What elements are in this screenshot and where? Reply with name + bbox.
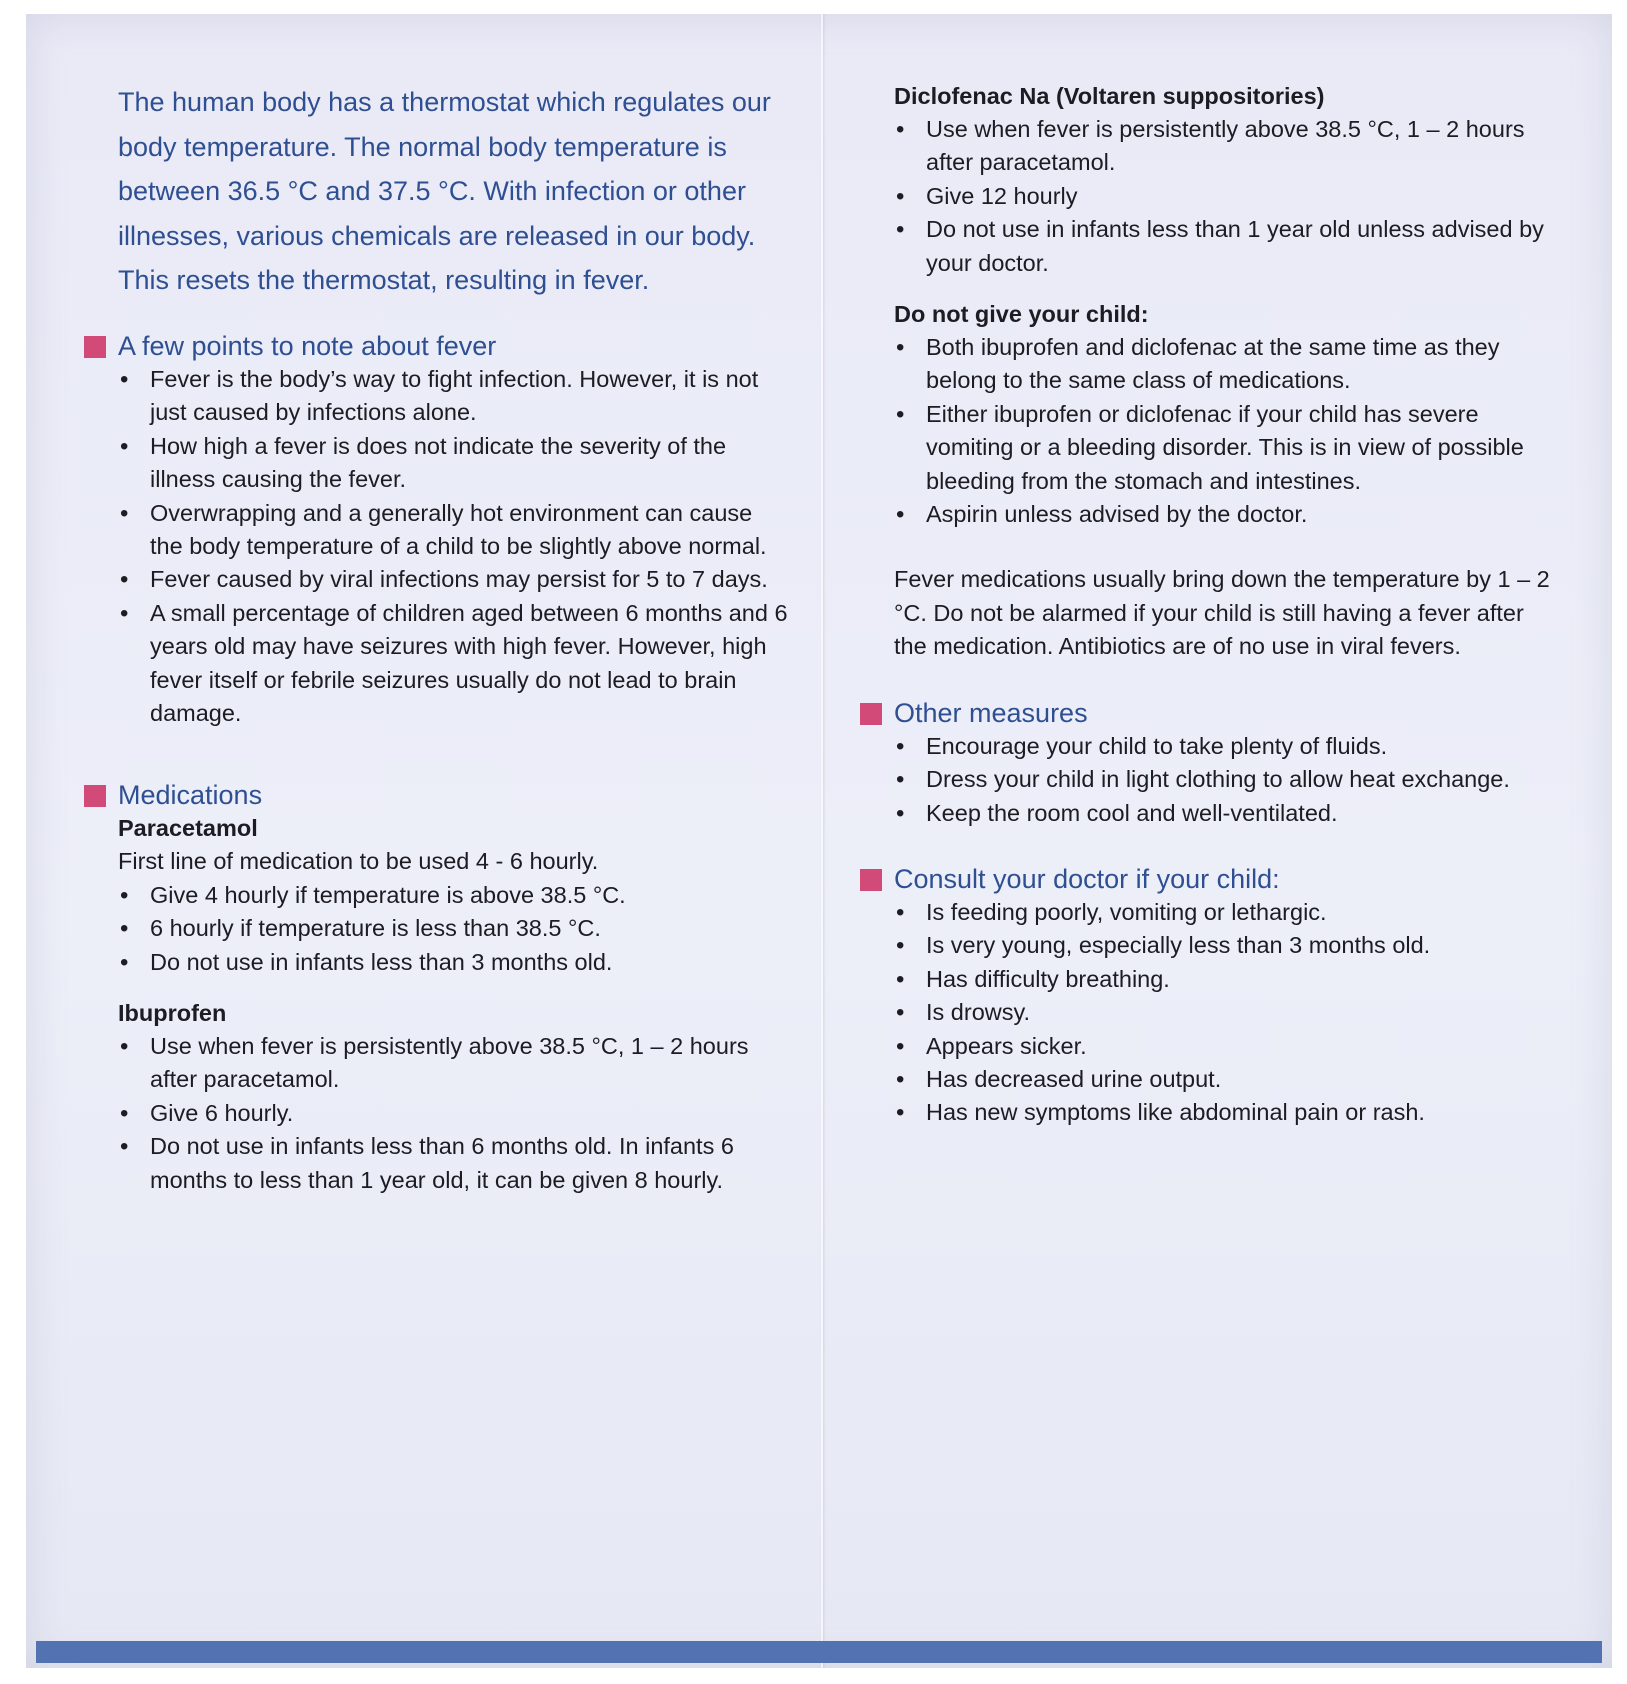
section-heading-text: Other measures [894,697,1088,728]
ibuprofen-list [118,1030,788,1197]
consult-list [894,896,1554,1130]
list-item: • Overwrapping and a generally hot environment can cause the body temperature of a child to be slightly above normal. [118,497,788,564]
list-item: • Either ibuprofen or diclofenac if your child has severe vomiting or a bleeding disorder. This is in view of possible bleeding from the stomach and intestines. [894,398,1554,498]
bottom-color-band [36,1641,1602,1663]
list-item: • Use when fever is persistently above 38.5 °C, 1 – 2 hours after paracetamol. [894,113,1554,180]
paracetamol-title: Paracetamol [118,815,258,842]
section-heading-text: Consult your doctor if your child: [894,863,1280,894]
leaflet-page [26,14,1612,1668]
section-heading-text: A few points to note about fever [118,330,497,361]
list-item: • How high a fever is does not indicate the severity of the illness causing the fever. [118,430,788,497]
list-item: • Give 6 hourly. [118,1097,788,1130]
diclofenac-list [894,113,1554,280]
list-item: • Has new symptoms like abdominal pain or rash. [894,1096,1554,1129]
list-item: • Give 12 hourly [894,180,1554,213]
section-heading-other-measures [894,696,1554,730]
list-item: • Fever caused by viral infections may persist for 5 to 7 days. [118,563,788,596]
list-item: • Dress your child in light clothing to allow heat exchange. [894,763,1554,796]
list-item: • Fever is the body’s way to fight infection. However, it is not just caused by infections alone. [118,363,788,430]
section-heading-consult [894,862,1554,896]
section-marker-icon [860,869,882,891]
list-item: • 6 hourly if temperature is less than 38.5 °C. [118,912,788,945]
list-item: • Aspirin unless advised by the doctor. [894,498,1554,531]
list-item: • Is drowsy. [894,996,1554,1029]
section-marker-icon [84,785,106,807]
page-fold [821,14,823,1668]
left-column [118,80,788,1197]
section-marker-icon [860,703,882,725]
list-item: • Has decreased urine output. [894,1063,1554,1096]
do-not-give-title: Do not give your child: [894,301,1149,328]
list-item: • Is feeding poorly, vomiting or lethargic. [894,896,1554,929]
section-heading-medications [118,778,788,812]
do-not-give-list [894,331,1554,531]
list-item: • Has difficulty breathing. [894,963,1554,996]
right-column [894,80,1554,1130]
paracetamol-intro: First line of medication to be used 4 - 6 hourly. [118,848,599,875]
list-item: • Appears sicker. [894,1030,1554,1063]
section-heading-text: Medications [118,780,263,811]
list-item: • Is very young, especially less than 3 months old. [894,929,1554,962]
list-item: • Use when fever is persistently above 38.5 °C, 1 – 2 hours after paracetamol. [118,1030,788,1097]
list-item: • Both ibuprofen and diclofenac at the same time as they belong to the same class of medications. [894,331,1554,398]
ibuprofen-title: Ibuprofen [118,1000,227,1027]
list-item: • Do not use in infants less than 6 months old. In infants 6 months to less than 1 year old, it can be given 8 hourly. [118,1130,788,1197]
section-heading-fever-points [118,329,788,363]
medication-note: Fever medications usually bring down the temperature by 1 – 2 °C. Do not be alarmed if your child is still having a fever after the medication. Antibiotics are of no use in viral fevers. [894,566,1550,660]
list-item: • Give 4 hourly if temperature is above 38.5 °C. [118,879,788,912]
section-marker-icon [84,336,106,358]
fever-points-list [118,363,788,730]
diclofenac-title: Diclofenac Na (Voltaren suppositories) [894,83,1325,109]
list-item: • Do not use in infants less than 1 year old unless advised by your doctor. [894,213,1554,280]
list-item: • A small percentage of children aged between 6 months and 6 years old may have seizures with high fever. However, high fever itself or febrile seizures usually do not lead to brain damage. [118,597,788,731]
intro-paragraph: The human body has a thermostat which regulates our body temperature. The normal body temperature is between 36.5 °C and 37.5 °C. With infection or other illnesses, various chemicals are released in our body. This resets the thermostat, resulting in fever. [118,87,771,296]
list-item: • Encourage your child to take plenty of fluids. [894,730,1554,763]
paracetamol-list [118,879,788,979]
list-item: • Keep the room cool and well-ventilated. [894,797,1554,830]
other-measures-list [894,730,1554,830]
list-item: • Do not use in infants less than 3 months old. [118,946,788,979]
